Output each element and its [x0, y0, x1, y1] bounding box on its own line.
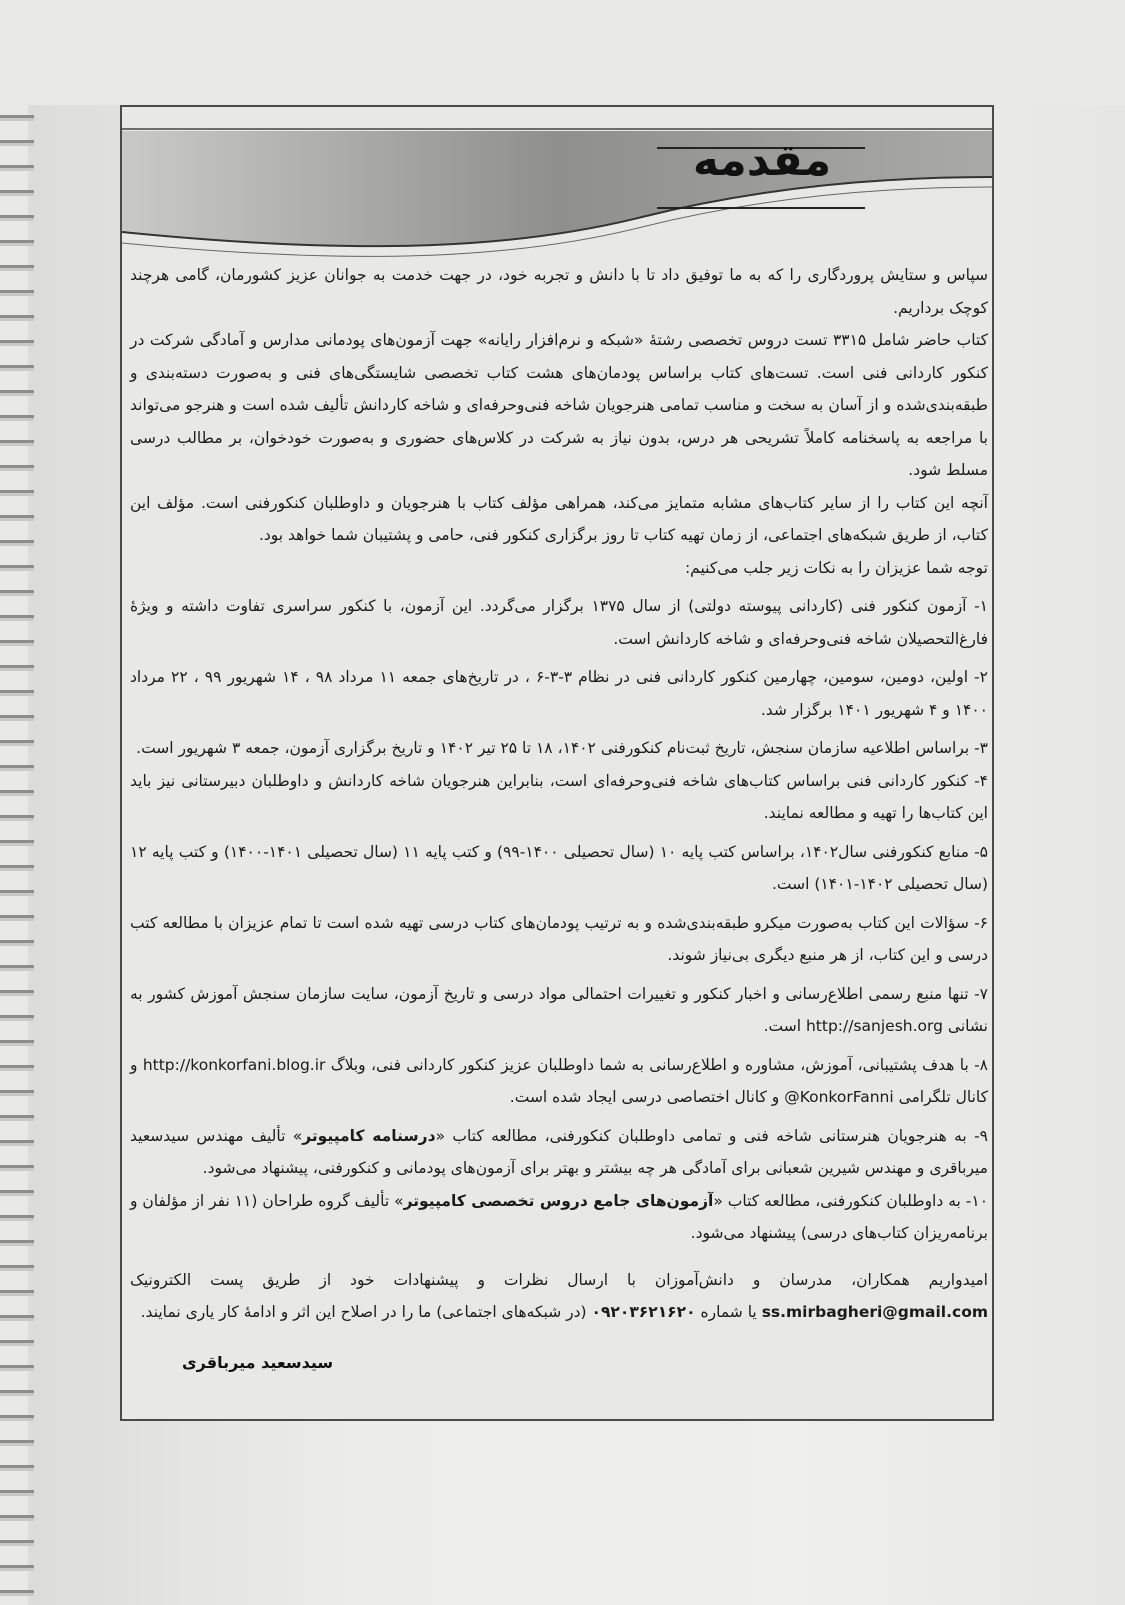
closing-text: امیدواریم همکاران، مدرسان و دانش‌آموزان با ارسال نظرات و پیشنهادات خود از طریق پست الکترونیک — [130, 1270, 988, 1289]
list-item: ۲- اولین، دومین، سومین، چهارمین کنکور کاردانی فنی در نظام ۳-۳-۶ ، در تاریخ‌های جمعه ۱۱ مرداد ۹۸ ، ۱۴ شهریور ۹۹ ، ۲۲ مرداد ۱۴۰۰ و ۴ شهریور ۱۴۰۱ برگزار شد. — [130, 668, 988, 719]
paragraph: توجه شما عزیزان را به نکات زیر جلب می‌کنیم: — [684, 558, 988, 577]
list-item: ۵- منابع کنکورفنی سال۱۴۰۲، براساس کتب پایه ۱۰ (سال تحصیلی ۱۴۰۰-۹۹) و کتب پایه ۱۱ (سال تحصیلی ۱۴۰۱-۱۴۰۰) و کتب پایه ۱۲ (سال تحصیلی ۱۴۰۲-۱۴۰۱) است. — [130, 842, 988, 893]
list-item: ۴- کنکور کاردانی فنی براساس کتاب‌های شاخه فنی‌وحرفه‌ای است، بنابراین هنرجویان شاخه کاردانش و داوطلبان دبیرستانی نیز باید این کتاب‌ها را تهیه و مطالعه نمایند. — [130, 771, 988, 822]
list-item — [130, 1185, 988, 1250]
author-signature-text: سیدسعید میرباقری — [182, 1352, 334, 1372]
list-item — [130, 1120, 988, 1185]
author-signature — [130, 1347, 988, 1380]
page-title: مقدمه — [692, 135, 832, 186]
book-title: درسنامه کامپیوتر — [302, 1126, 436, 1145]
paragraph: سپاس و ستایش پروردگاری را که به ما توفیق داد تا با دانش و تجربه خود، در جهت خدمت به جوانان عزیز کشورمان، گامی هرچند کوچک برداریم. — [130, 266, 988, 317]
item-text: » تألیف گروه طراحان (۱۱ نفر از مؤلفان و برنامه‌ریزان کتاب‌های درسی) پیشنهاد می‌شود. — [130, 1191, 988, 1242]
list-item: ۱- آزمون کنکور فنی (کاردانی پیوسته دولتی) از سال ۱۳۷۵ برگزار می‌گردد. این آزمون، با کنکور سراسری تفاوت داشته و ویژهٔ فارغ‌التحصیلان شاخه فنی‌وحرفه‌ای و شاخه کاردانش است. — [130, 597, 988, 648]
list-item: ۷- تنها منبع رسمی اطلاع‌رسانی و اخبار کنکور و تغییرات احتمالی مواد درسی و تاریخ آزمون، سایت سازمان سنجش آموزش کشور به نشانی http://sanjesh.org است. — [130, 984, 988, 1035]
closing-text: یا شماره — [695, 1303, 762, 1321]
item-text: ۹- به هنرجویان هنرستانی شاخه فنی و تمامی داوطلبان کنکورفنی، مطالعه کتاب « — [435, 1126, 988, 1145]
item-text: ۱۰- به داوطلبان کنکورفنی، مطالعه کتاب « — [713, 1191, 989, 1210]
spiral-binding — [0, 105, 34, 1605]
paragraph: کتاب حاضر شامل ۳۳۱۵ تست دروس تخصصی رشتهٔ «شبکه و نرم‌افزار رایانه» جهت آزمون‌های پودمانی مدارس و آمادگی شرکت در کنکور کاردانی فنی است. تست‌های کتاب براساس پودمان‌های هشت کتاب تخصصی شایستگی‌های فنی و به‌صورت دسته‌بندی و طبقه‌بندی‌شده و از آسان به سخت و مناسب تمامی هنرجویان شاخه فنی‌وحرفه‌ای و شاخه کاردانش تألیف شده است و هنرجو می‌تواند با مراجعه به پاسخنامه کاملاً تشریحی هر درس، بدون نیاز به شرکت در کلاس‌های حضوری و به‌صورت خودخوان، بر مطالب درسی مسلط شود. — [130, 331, 989, 479]
email-address: ss.mirbagheri@gmail.com — [761, 1303, 988, 1321]
list-item: ۸- با هدف پشتیبانی، آموزش، مشاوره و اطلاع‌رسانی به شما داوطلبان عزیز کنکور کاردانی فنی، وبلاگ http://konkorfani.blog.ir و کانال تلگرامی KonkorFanni@ و کانال اختصاصی درسی ایجاد شده است. — [130, 1055, 988, 1106]
list-item: ۳- براساس اطلاعیه سازمان سنجش، تاریخ ثبت‌نام کنکورفنی ۱۴۰۲، ۱۸ تا ۲۵ تیر ۱۴۰۲ و تاریخ برگزاری آزمون، جمعه ۳ شهریور است. — [136, 739, 988, 757]
closing-text: (در شبکه‌های اجتماعی) ما را در اصلاح این اثر و ادامهٔ کار یاری نمایند. — [140, 1303, 592, 1321]
introduction-body — [122, 107, 996, 1419]
introduction-frame — [120, 105, 994, 1421]
paragraph: آنچه این کتاب را از سایر کتاب‌های مشابه متمایز می‌کند، همراهی مؤلف کتاب با هنرجویان و داوطلبان کنکورفنی است. مؤلف این کتاب، از طریق شبکه‌های اجتماعی، از زمان تهیه کتاب تا روز برگزاری کنکور فنی، حامی و پشتیبان شما خواهد بود. — [130, 493, 988, 544]
phone-number: ۰۹۲۰۳۶۲۱۶۲۰ — [591, 1303, 696, 1321]
item-text: » تألیف مهندس سیدسعید میرباقری و مهندس شیرین شعبانی برای آمادگی هر چه بیشتر و بهتر برای آزمون‌های پودمانی و کنکورفنی، پیشنهاد می‌شود. — [130, 1126, 988, 1177]
closing-paragraph — [130, 1264, 988, 1329]
book-title: آزمون‌های جامع دروس تخصصی کامپیوتر — [403, 1191, 714, 1210]
list-item: ۶- سؤالات این کتاب به‌صورت میکرو طبقه‌بندی‌شده و به ترتیب پودمان‌های کتاب درسی تهیه شده است تا تمام عزیزان با مطالعه کتب درسی و این کتاب، از هر منبع دیگری بی‌نیاز شوند. — [130, 913, 988, 964]
